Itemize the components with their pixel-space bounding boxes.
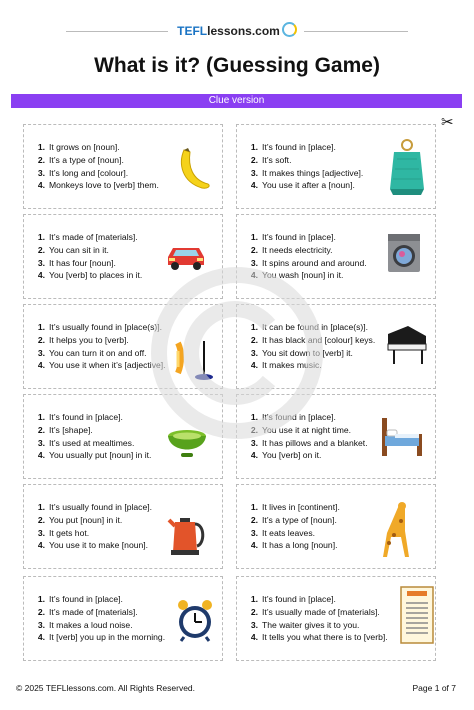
brand-logo: [0, 22, 474, 38]
clue-text: Monkeys love to [verb] them.: [49, 180, 159, 191]
clue-item: 1. It’s found in [place].: [250, 232, 336, 242]
clue-item: 4. You [verb] on it.: [250, 450, 322, 461]
clue-list: [245, 231, 367, 282]
clue-text: It makes things [adjective].: [262, 167, 364, 178]
clue-list: [32, 141, 159, 192]
page-number: Page 1 of 7: [412, 683, 456, 693]
clue-text: It’s found in [place].: [262, 142, 336, 152]
scissors-icon: ✂: [441, 114, 454, 131]
clue-item: 4. You use it when it’s [adjective].: [37, 360, 166, 371]
clue-text: It makes music.: [262, 360, 322, 371]
clue-card: [23, 576, 223, 661]
clue-item: 4. You usually put [noun] in it.: [37, 450, 152, 461]
clue-item: 2. It’s made of [materials].: [37, 606, 138, 617]
washing-machine-icon: [387, 233, 421, 278]
clue-item: 1. It’s usually found in [place].: [37, 502, 153, 512]
clue-text: You can sit in it.: [49, 244, 109, 255]
clue-text: It has black and [colour] keys.: [262, 334, 376, 345]
clue-item: 1. It’s made of [materials].: [37, 232, 138, 242]
clue-text: You [verb] on it.: [262, 450, 322, 461]
lamp-icon: [174, 329, 214, 390]
clue-card: [23, 124, 223, 209]
clue-text: It’s found in [place].: [262, 594, 336, 604]
clue-card: [236, 214, 436, 299]
page-title: What is it? (Guessing Game): [94, 54, 380, 77]
clue-text: You use it to make [noun].: [49, 540, 149, 551]
clue-text: It grows on [noun].: [49, 142, 120, 152]
clue-item: 1. It grows on [noun].: [37, 142, 120, 152]
clue-list: [245, 141, 363, 192]
clue-text: It has pillows and a blanket.: [262, 437, 368, 448]
clue-list: [32, 231, 142, 282]
clue-text: It [verb] you up in the morning.: [49, 632, 166, 643]
clue-text: You usually put [noun] in it.: [49, 450, 152, 461]
menu-icon: [399, 585, 435, 650]
clue-card: [23, 484, 223, 569]
clue-item: 2. It’s usually made of [materials].: [250, 606, 380, 617]
clue-item: 4. You wash [noun] in it.: [250, 270, 344, 281]
clue-item: 3. It’s long and [colour].: [37, 167, 129, 178]
clue-text: It’s a type of [noun].: [49, 154, 124, 165]
clue-item: 4. Monkeys love to [verb] them.: [37, 180, 159, 191]
clue-text: You can turn it on and off.: [49, 347, 147, 358]
clue-item: 3. The waiter gives it to you.: [250, 619, 360, 630]
clue-item: 1. It’s found in [place].: [37, 412, 123, 422]
clue-item: 2. It’s [shape].: [37, 424, 93, 435]
bed-icon: [379, 414, 425, 463]
clue-text: It can be found in [place(s)].: [262, 322, 369, 332]
clue-item: 2. You put [noun] in it.: [37, 514, 123, 525]
clue-list: [32, 593, 165, 644]
clue-text: It’s [shape].: [49, 424, 93, 435]
clue-text: It’s found in [place].: [262, 412, 336, 422]
clue-item: 4. You use it after a [noun].: [250, 180, 355, 191]
clue-item: 3. It gets hot.: [37, 527, 90, 538]
brand-globe-icon: [282, 22, 297, 37]
clue-item: 4. It tells you what there is to [verb].: [250, 632, 388, 643]
clue-text: It’s made of [materials].: [49, 232, 138, 242]
clue-item: 2. It’s a type of [noun].: [250, 514, 337, 525]
clue-text: It’s usually found in [place].: [49, 502, 153, 512]
clue-text: It’s found in [place].: [49, 412, 123, 422]
clue-text: You use it after a [noun].: [262, 180, 355, 191]
clue-item: 1. It can be found in [place(s)].: [250, 322, 369, 332]
clue-item: 2. It needs electricity.: [250, 244, 333, 255]
clue-list: [245, 501, 340, 552]
clue-list: [245, 593, 388, 644]
brand-part1: TEFL: [177, 24, 208, 38]
clue-card: [236, 394, 436, 479]
clue-item: 3. It’s used at mealtimes.: [37, 437, 135, 448]
clue-text: It’s found in [place].: [262, 232, 336, 242]
clue-text: You put [noun] in it.: [49, 514, 123, 525]
banana-icon: [174, 146, 214, 197]
clue-item: 1. It lives in [continent].: [250, 502, 340, 512]
clue-text: You wash [noun] in it.: [262, 270, 344, 281]
clue-item: 2. It’s a type of [noun].: [37, 154, 124, 165]
clue-text: It’s long and [colour].: [49, 167, 129, 178]
clue-text: It’s usually found in [place(s)].: [49, 322, 163, 332]
clue-text: It eats leaves.: [262, 527, 316, 538]
clue-item: 1. It’s found in [place].: [250, 142, 336, 152]
kettle-icon: [167, 512, 207, 561]
clue-list: [32, 321, 166, 372]
clue-item: 3. It makes a loud noise.: [37, 619, 133, 630]
clue-text: You use it at night time.: [262, 424, 352, 435]
clue-item: 1. It’s found in [place].: [250, 594, 336, 604]
clue-text: It needs electricity.: [262, 244, 333, 255]
clue-card: [23, 214, 223, 299]
clue-text: It’s used at mealtimes.: [49, 437, 135, 448]
clue-item: 2. You use it at night time.: [250, 424, 352, 435]
clue-text: It gets hot.: [49, 527, 90, 538]
clue-item: 3. You sit down to [verb] it.: [250, 347, 353, 358]
brand-part2: lessons.com: [207, 24, 280, 38]
clue-card: [236, 124, 436, 209]
clue-item: 4. It has a long [noun].: [250, 540, 338, 551]
clue-item: 4. You [verb] to places in it.: [37, 270, 143, 281]
clue-card: [23, 304, 223, 389]
clue-text: You use it when it’s [adjective].: [49, 360, 166, 371]
clue-item: 4. It makes music.: [250, 360, 322, 371]
alarm-clock-icon: [174, 598, 216, 647]
clue-item: 1. It’s found in [place].: [37, 594, 123, 604]
clue-item: 2. It’s soft.: [250, 154, 292, 165]
clue-item: 3. It eats leaves.: [250, 527, 316, 538]
clue-text: It lives in [continent].: [262, 502, 340, 512]
towel-icon: [387, 139, 427, 202]
clue-text: You [verb] to places in it.: [49, 270, 143, 281]
clue-text: It helps you to [verb].: [49, 334, 129, 345]
clue-text: It’s usually made of [materials].: [262, 606, 380, 617]
version-banner: Clue version: [11, 94, 462, 108]
clue-list: [245, 321, 375, 372]
clue-card: [236, 576, 436, 661]
clue-text: It makes a loud noise.: [49, 619, 133, 630]
clue-item: 3. It has pillows and a blanket.: [250, 437, 368, 448]
bowl-icon: [166, 426, 208, 465]
clue-item: 1. It’s found in [place].: [250, 412, 336, 422]
clue-text: It has four [noun].: [49, 257, 116, 268]
clue-text: It’s a type of [noun].: [262, 514, 337, 525]
piano-icon: [384, 322, 430, 371]
clue-card: [236, 484, 436, 569]
clue-list: [32, 501, 152, 552]
clue-item: 2. It helps you to [verb].: [37, 334, 129, 345]
clue-text: You sit down to [verb] it.: [262, 347, 353, 358]
copyright-footer: © 2025 TEFLlessons.com. All Rights Reserved.: [16, 683, 196, 693]
clue-text: It tells you what there is to [verb].: [262, 632, 388, 643]
clue-item: 1. It’s usually found in [place(s)].: [37, 322, 163, 332]
clue-card: [236, 304, 436, 389]
clue-text: It’s made of [materials].: [49, 606, 138, 617]
clue-item: 3. You can turn it on and off.: [37, 347, 147, 358]
clue-text: The waiter gives it to you.: [262, 619, 360, 630]
clue-text: It’s found in [place].: [49, 594, 123, 604]
clue-card: [23, 394, 223, 479]
clue-item: 3. It has four [noun].: [37, 257, 116, 268]
clue-list: [245, 411, 368, 462]
clue-item: 3. It makes things [adjective].: [250, 167, 364, 178]
clue-item: 4. It [verb] you up in the morning.: [37, 632, 166, 643]
clue-item: 4. You use it to make [noun].: [37, 540, 149, 551]
clue-text: It spins around and around.: [262, 257, 367, 268]
clue-list: [32, 411, 151, 462]
clue-text: It has a long [noun].: [262, 540, 338, 551]
clue-text: It’s soft.: [262, 154, 292, 165]
giraffe-icon: [379, 501, 413, 564]
clue-item: 3. It spins around and around.: [250, 257, 367, 268]
clue-item: 2. You can sit in it.: [37, 244, 109, 255]
clue-item: 2. It has black and [colour] keys.: [250, 334, 376, 345]
car-icon: [164, 241, 208, 276]
